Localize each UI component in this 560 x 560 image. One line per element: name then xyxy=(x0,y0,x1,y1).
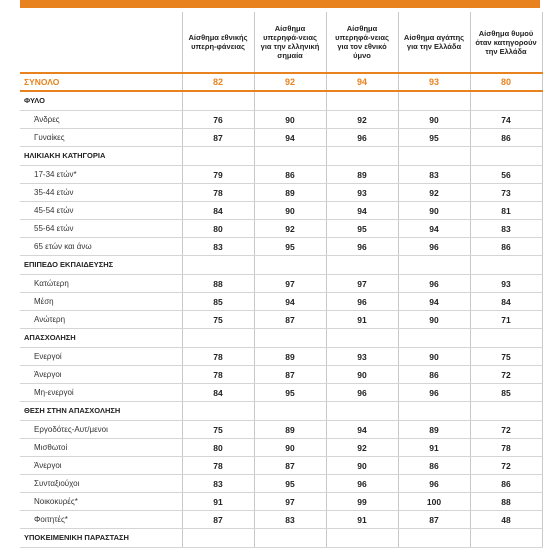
cell-value: 94 xyxy=(326,421,398,439)
section-title: ΦΥΛΟ xyxy=(20,91,182,111)
cell-value: 97 xyxy=(254,493,326,511)
header-blank xyxy=(20,12,182,73)
table-row xyxy=(20,275,542,293)
cell-value: 97 xyxy=(326,275,398,293)
cell-value: 87 xyxy=(254,366,326,384)
table-row xyxy=(20,348,542,366)
cell-value: 97 xyxy=(254,275,326,293)
cell-value: 94 xyxy=(326,202,398,220)
cell-value: 81 xyxy=(470,202,542,220)
cell-value: 89 xyxy=(326,166,398,184)
row-label: Ενεργοί xyxy=(20,348,182,366)
cell-value: 75 xyxy=(182,421,254,439)
cell-value: 95 xyxy=(254,475,326,493)
cell-value: 95 xyxy=(398,129,470,147)
cell-value: 94 xyxy=(254,293,326,311)
cell-value: 96 xyxy=(398,238,470,256)
cell-value: 86 xyxy=(470,238,542,256)
cell-value: 75 xyxy=(182,311,254,329)
section-empty-cell xyxy=(254,256,326,275)
table-row xyxy=(20,238,542,256)
cell-value: 95 xyxy=(326,220,398,238)
cell-value: 80 xyxy=(182,439,254,457)
row-label: Γυναίκες xyxy=(20,129,182,147)
cell-value: 90 xyxy=(254,202,326,220)
cell-value: 87 xyxy=(398,511,470,529)
row-label: Άνδρες xyxy=(20,111,182,129)
section-empty-cell xyxy=(470,402,542,421)
cell-value: 78 xyxy=(182,366,254,384)
section-title: ΑΠΑΣΧΟΛΗΣΗ xyxy=(20,329,182,348)
row-label: 35-44 ετών xyxy=(20,184,182,202)
cell-value: 96 xyxy=(326,129,398,147)
section-empty-cell xyxy=(326,402,398,421)
cell-value: 84 xyxy=(470,293,542,311)
section-empty-cell xyxy=(254,529,326,548)
cell-value: 84 xyxy=(182,202,254,220)
cell-value: 94 xyxy=(398,293,470,311)
table-row xyxy=(20,511,542,529)
table-row xyxy=(20,111,542,129)
cell-value: 99 xyxy=(326,493,398,511)
cell-value: 83 xyxy=(254,511,326,529)
cell-value: 88 xyxy=(470,493,542,511)
cell-value: 87 xyxy=(182,129,254,147)
section-title: ΕΠΙΠΕΔΟ ΕΚΠΑΙΔΕΥΣΗΣ xyxy=(20,256,182,275)
section-empty-cell xyxy=(470,91,542,111)
table-row xyxy=(20,421,542,439)
section-empty-cell xyxy=(182,91,254,111)
row-label: 45-54 ετών xyxy=(20,202,182,220)
cell-value: 86 xyxy=(398,366,470,384)
row-label: Εργοδότες-Αυτ/μενοι xyxy=(20,421,182,439)
section-empty-cell xyxy=(182,147,254,166)
cell-value: 96 xyxy=(326,238,398,256)
section-empty-cell xyxy=(182,256,254,275)
total-value: 82 xyxy=(182,73,254,91)
section-empty-cell xyxy=(470,147,542,166)
cell-value: 86 xyxy=(398,457,470,475)
row-label: Κατώτερη xyxy=(20,275,182,293)
cell-value: 86 xyxy=(254,166,326,184)
cell-value: 90 xyxy=(398,348,470,366)
total-value: 93 xyxy=(398,73,470,91)
cell-value: 90 xyxy=(398,111,470,129)
cell-value: 85 xyxy=(182,293,254,311)
section-empty-cell xyxy=(398,91,470,111)
table-row xyxy=(20,202,542,220)
cell-value: 91 xyxy=(326,311,398,329)
cell-value: 95 xyxy=(254,238,326,256)
column-header: Αίσθημα υπερηφά-νειας για την ελληνική σημαία xyxy=(254,12,326,73)
cell-value: 89 xyxy=(254,184,326,202)
cell-value: 78 xyxy=(470,439,542,457)
table-row xyxy=(20,439,542,457)
table-body xyxy=(20,73,542,548)
section-header-row xyxy=(20,147,542,166)
cell-value: 78 xyxy=(182,457,254,475)
cell-value: 96 xyxy=(326,293,398,311)
cell-value: 87 xyxy=(254,311,326,329)
cell-value: 93 xyxy=(326,348,398,366)
cell-value: 94 xyxy=(398,220,470,238)
cell-value: 92 xyxy=(254,220,326,238)
row-label: 55-64 ετών xyxy=(20,220,182,238)
section-empty-cell xyxy=(326,529,398,548)
cell-value: 56 xyxy=(470,166,542,184)
section-title: ΥΠΟΚΕΙΜΕΝΙΚΗ ΠΑΡΑΣΤΑΣΗ xyxy=(20,529,182,548)
cell-value: 92 xyxy=(398,184,470,202)
table-row xyxy=(20,311,542,329)
cell-value: 96 xyxy=(326,384,398,402)
cell-value: 88 xyxy=(182,275,254,293)
row-label: Μη-ενεργοί xyxy=(20,384,182,402)
cell-value: 83 xyxy=(182,475,254,493)
column-header: Αίσθημα θυμού όταν κατηγορούν την Ελλάδα xyxy=(470,12,542,73)
cell-value: 91 xyxy=(326,511,398,529)
section-header-row xyxy=(20,529,542,548)
cell-value: 48 xyxy=(470,511,542,529)
cell-value: 90 xyxy=(398,202,470,220)
table-row xyxy=(20,184,542,202)
cell-value: 95 xyxy=(254,384,326,402)
section-empty-cell xyxy=(254,402,326,421)
cell-value: 90 xyxy=(254,111,326,129)
cell-value: 91 xyxy=(398,439,470,457)
table-row xyxy=(20,457,542,475)
cell-value: 90 xyxy=(398,311,470,329)
table-row xyxy=(20,493,542,511)
cell-value: 72 xyxy=(470,366,542,384)
section-empty-cell xyxy=(326,256,398,275)
section-empty-cell xyxy=(398,402,470,421)
column-header: Αίσθημα υπερηφά-νειας για τον εθνικό ύμνο xyxy=(326,12,398,73)
row-label: Φοιτητές* xyxy=(20,511,182,529)
cell-value: 71 xyxy=(470,311,542,329)
section-empty-cell xyxy=(470,256,542,275)
row-label: 65 ετών και άνω xyxy=(20,238,182,256)
section-header-row xyxy=(20,329,542,348)
row-label: Συνταξιούχοι xyxy=(20,475,182,493)
cell-value: 87 xyxy=(254,457,326,475)
row-label: Άνεργοι xyxy=(20,366,182,384)
table-row xyxy=(20,366,542,384)
cell-value: 86 xyxy=(470,475,542,493)
header-row xyxy=(20,12,542,73)
cell-value: 73 xyxy=(470,184,542,202)
row-label: Μέση xyxy=(20,293,182,311)
cell-value: 96 xyxy=(398,384,470,402)
cell-value: 93 xyxy=(470,275,542,293)
column-header: Αίσθημα εθνικής υπερη-φάνειας xyxy=(182,12,254,73)
section-empty-cell xyxy=(254,147,326,166)
cell-value: 90 xyxy=(326,457,398,475)
row-label: Άνεργοι xyxy=(20,457,182,475)
section-empty-cell xyxy=(326,147,398,166)
total-value: 80 xyxy=(470,73,542,91)
table-row xyxy=(20,384,542,402)
cell-value: 84 xyxy=(182,384,254,402)
section-empty-cell xyxy=(182,529,254,548)
cell-value: 96 xyxy=(398,275,470,293)
table-row xyxy=(20,475,542,493)
cell-value: 92 xyxy=(326,439,398,457)
section-empty-cell xyxy=(398,529,470,548)
section-header-row xyxy=(20,256,542,275)
cell-value: 94 xyxy=(254,129,326,147)
cell-value: 80 xyxy=(182,220,254,238)
cell-value: 96 xyxy=(398,475,470,493)
table-row xyxy=(20,166,542,184)
section-header-row xyxy=(20,402,542,421)
table-row xyxy=(20,220,542,238)
cell-value: 72 xyxy=(470,421,542,439)
section-empty-cell xyxy=(254,329,326,348)
cell-value: 75 xyxy=(470,348,542,366)
cell-value: 100 xyxy=(398,493,470,511)
column-header: Αίσθημα αγάπης για την Ελλάδα xyxy=(398,12,470,73)
cell-value: 79 xyxy=(182,166,254,184)
table-row xyxy=(20,129,542,147)
section-empty-cell xyxy=(326,329,398,348)
cell-value: 76 xyxy=(182,111,254,129)
cell-value: 90 xyxy=(326,366,398,384)
cell-value: 89 xyxy=(254,421,326,439)
cell-value: 85 xyxy=(470,384,542,402)
section-empty-cell xyxy=(470,329,542,348)
cell-value: 87 xyxy=(182,511,254,529)
total-value: 94 xyxy=(326,73,398,91)
cell-value: 74 xyxy=(470,111,542,129)
cell-value: 93 xyxy=(326,184,398,202)
cell-value: 78 xyxy=(182,184,254,202)
section-empty-cell xyxy=(398,329,470,348)
cell-value: 90 xyxy=(254,439,326,457)
cell-value: 91 xyxy=(182,493,254,511)
section-header-row xyxy=(20,91,542,111)
cell-value: 78 xyxy=(182,348,254,366)
section-empty-cell xyxy=(254,91,326,111)
header-bar xyxy=(20,0,540,8)
section-title: ΗΛΙΚΙΑΚΗ ΚΑΤΗΓΟΡΙΑ xyxy=(20,147,182,166)
section-title: ΘΕΣΗ ΣΤΗΝ ΑΠΑΣΧΟΛΗΣΗ xyxy=(20,402,182,421)
cell-value: 96 xyxy=(326,475,398,493)
total-label: ΣΥΝΟΛΟ xyxy=(20,73,182,91)
cell-value: 89 xyxy=(254,348,326,366)
section-empty-cell xyxy=(182,329,254,348)
cell-value: 92 xyxy=(326,111,398,129)
total-row xyxy=(20,73,542,91)
section-empty-cell xyxy=(398,147,470,166)
section-empty-cell xyxy=(182,402,254,421)
cell-value: 86 xyxy=(470,129,542,147)
row-label: 17-34 ετών* xyxy=(20,166,182,184)
survey-results-table xyxy=(20,12,543,548)
total-value: 92 xyxy=(254,73,326,91)
row-label: Μισθωτοί xyxy=(20,439,182,457)
row-label: Νοικοκυρές* xyxy=(20,493,182,511)
section-empty-cell xyxy=(470,529,542,548)
row-label: Ανώτερη xyxy=(20,311,182,329)
cell-value: 72 xyxy=(470,457,542,475)
section-empty-cell xyxy=(326,91,398,111)
section-empty-cell xyxy=(398,256,470,275)
cell-value: 83 xyxy=(470,220,542,238)
cell-value: 89 xyxy=(398,421,470,439)
cell-value: 83 xyxy=(398,166,470,184)
cell-value: 83 xyxy=(182,238,254,256)
table-row xyxy=(20,293,542,311)
